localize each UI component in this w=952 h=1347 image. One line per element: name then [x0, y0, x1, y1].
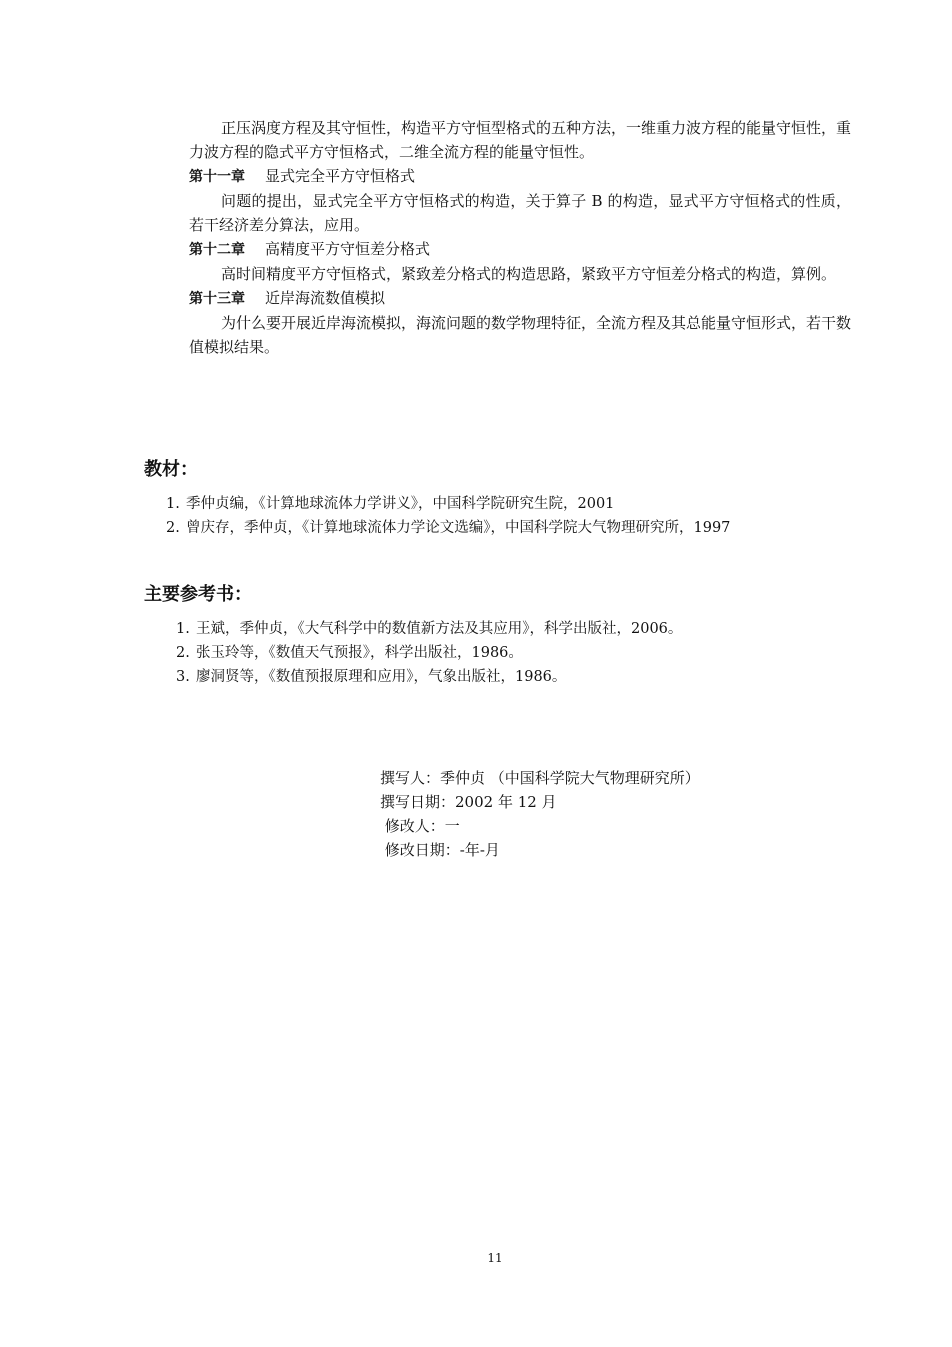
- list-item-text: 张玉玲等，《数值天气预报》，科学出版社，1986。: [196, 645, 523, 661]
- chapter13-heading: [189, 286, 851, 311]
- signature-block: [380, 766, 700, 862]
- date-line: 撰写日期：2002 年 12 月: [380, 793, 557, 811]
- chapter11-body: 问题的提出，显式完全平方守恒格式的构造，关于算子 B 的构造，显式平方守恒格式的性质，若干经济差分算法，应用。: [189, 192, 851, 234]
- chapter12-heading: [189, 237, 851, 262]
- chapter12-number: 第十二章: [189, 242, 245, 258]
- chapter-content: [189, 116, 851, 359]
- list-item: [166, 516, 730, 540]
- list-item-number: 2.: [166, 520, 180, 536]
- chapter11-title: 显式完全平方守恒格式: [265, 167, 416, 185]
- reviser-line: 修改人：一: [380, 817, 460, 835]
- textbooks-heading: 教材：: [144, 459, 198, 480]
- chapter12-body: 高时间精度平方守恒格式，紧致差分格式的构造思路，紧致平方守恒差分格式的构造，算例。: [221, 265, 837, 283]
- list-item: [176, 665, 682, 689]
- chapter13-title: 近岸海流数值模拟: [265, 289, 386, 307]
- page-number: 11: [487, 1251, 503, 1265]
- list-item: [176, 617, 682, 641]
- list-item-text: 王斌，季仲贞，《大气科学中的数值新方法及其应用》，科学出版社，2006。: [196, 621, 683, 637]
- chapter11-heading: [189, 164, 851, 189]
- references-list: [176, 617, 682, 689]
- list-item: [166, 492, 730, 516]
- list-item-number: 1.: [166, 496, 180, 512]
- list-item: [176, 641, 682, 665]
- revise-date-line: 修改日期：-年-月: [380, 841, 500, 859]
- list-item-number: 3.: [176, 669, 190, 685]
- chapter11-number: 第十一章: [189, 169, 245, 185]
- author-line: 撰写人：季仲贞 （中国科学院大气物理研究所）: [380, 769, 700, 787]
- list-item-text: 廖洞贤等，《数值预报原理和应用》，气象出版社，1986。: [196, 669, 567, 685]
- chapter10-body: 正压涡度方程及其守恒性，构造平方守恒型格式的五种方法，一维重力波方程的能量守恒性，重力波方程的隐式平方守恒格式，二维全流方程的能量守恒性。: [189, 119, 852, 161]
- list-item-text: 季仲贞编，《计算地球流体力学讲义》，中国科学院研究生院，2001: [186, 496, 615, 512]
- chapter13-number: 第十三章: [189, 291, 245, 307]
- list-item-number: 2.: [176, 645, 190, 661]
- textbooks-list: [166, 492, 730, 540]
- chapter13-body: 为什么要开展近岸海流模拟，海流问题的数学物理特征，全流方程及其总能量守恒形式，若干数值模拟结果。: [189, 314, 852, 356]
- list-item-text: 曾庆存，季仲贞，《计算地球流体力学论文选编》，中国科学院大气物理研究所，1997: [186, 520, 731, 536]
- list-item-number: 1.: [176, 621, 190, 637]
- chapter12-title: 高精度平方守恒差分格式: [265, 240, 431, 258]
- references-heading: 主要参考书：: [144, 584, 252, 605]
